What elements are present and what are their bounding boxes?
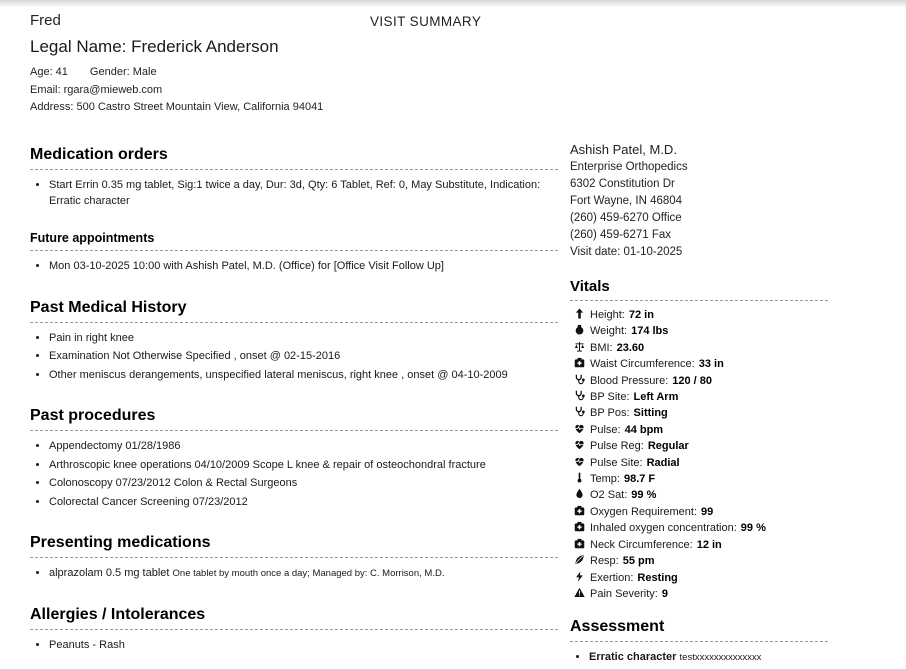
medkit-icon (574, 357, 587, 373)
summary-left-column (30, 146, 558, 656)
provider-address-line2: Fort Wayne, IN 46804 (570, 195, 683, 207)
thermometer-icon (574, 472, 587, 488)
vital-row: Temp: 98.7 F (574, 472, 828, 488)
patient-address: Address: 500 Castro Street Mountain View, California 94041 (30, 101, 324, 113)
section-item-list (30, 259, 558, 275)
list-item: • Appendectomy 01/28/1986 (49, 439, 558, 455)
heart-icon (574, 423, 587, 439)
page-title: VISIT SUMMARY (370, 14, 482, 29)
page-top-edge (0, 0, 906, 8)
vital-row: BMI: 23.60 (574, 341, 828, 357)
patient-email: Email: rgara@mieweb.com (30, 83, 163, 96)
vital-row: Height: 72 in (574, 308, 828, 324)
list-item: • Colonoscopy 07/23/2012 Colon & Rectal Surgeons (49, 476, 558, 492)
section-heading: Presenting medications (30, 534, 558, 558)
visit-date: Visit date: 01-10-2025 (570, 246, 683, 258)
vital-row: Resp: 55 pm (574, 554, 828, 570)
vital-row: O2 Sat: 99 % (574, 488, 828, 504)
medkit-icon (574, 521, 587, 537)
section-past-medical-history (30, 299, 558, 384)
section-future-appointments (30, 231, 558, 275)
list-item: • Start Errin 0.35 mg tablet, Sig:1 twice a day, Dur: 3d, Qty: 6 Tablet, Ref: 0, May Substitute, Indication: Erratic character (49, 178, 558, 209)
section-heading: Past procedures (30, 407, 558, 431)
vital-row: Neck Circumference: 12 in (574, 538, 828, 554)
patient-age: Age: 41 (30, 66, 68, 78)
vital-row: Pulse Reg: Regular (574, 439, 828, 455)
medkit-icon (574, 538, 587, 554)
age-gender-row (30, 64, 876, 82)
provider-phone-fax: (260) 459-6271 Fax (570, 229, 672, 241)
section-item-list (30, 566, 558, 582)
document-header (30, 12, 876, 117)
patient-display-name: Fred (30, 12, 61, 29)
patient-legal-name: Legal Name: Frederick Anderson (30, 37, 279, 56)
heart-icon (574, 439, 587, 455)
leaf-icon (574, 554, 587, 570)
section-heading: Allergies / Intolerances (30, 606, 558, 630)
list-item: • alprazolam 0.5 mg tablet One tablet by mouth once a day; Managed by: C. Morrison, M.D. (49, 566, 558, 582)
vital-row: Oxygen Requirement: 99 (574, 505, 828, 521)
bolt-icon (574, 571, 587, 587)
weight-icon (574, 324, 587, 340)
stethoscope-icon (574, 406, 587, 422)
section-item-list (30, 638, 558, 654)
height-icon (574, 308, 587, 324)
section-item-list (30, 439, 558, 510)
list-item: • Arthroscopic knee operations 04/10/2009 Scope L knee & repair of osteochondral fracture (49, 458, 558, 474)
section-heading: Future appointments (30, 231, 558, 251)
section-heading: Medication orders (30, 146, 558, 170)
droplet-icon (574, 488, 587, 504)
section-medication-orders (30, 146, 558, 209)
provider-name: Ashish Patel, M.D. (570, 142, 677, 157)
vital-row: Waist Circumference: 33 in (574, 357, 828, 373)
section-item-list (30, 178, 558, 209)
section-assessment (570, 618, 828, 666)
section-allergies-intolerances (30, 606, 558, 654)
medkit-icon (574, 505, 587, 521)
list-item: • Peanuts - Rash (49, 638, 558, 654)
section-item-list (30, 331, 558, 384)
patient-gender: Gender: Male (89, 66, 157, 78)
vital-row: Exertion: Resting (574, 571, 828, 587)
section-vitals (570, 278, 828, 603)
list-item: • Pain in right knee (49, 331, 558, 347)
provider-address-line1: 6302 Constitution Dr (570, 178, 675, 190)
warning-icon (574, 587, 587, 603)
section-item-list (570, 650, 828, 666)
section-past-procedures (30, 407, 558, 510)
section-heading: Assessment (570, 618, 828, 642)
section-heading: Past Medical History (30, 299, 558, 323)
vital-row: Pulse: 44 bpm (574, 423, 828, 439)
scale-icon (574, 341, 587, 357)
heart-icon (574, 456, 587, 472)
vital-row: BP Pos: Sitting (574, 406, 828, 422)
vital-row: Weight: 174 lbs (574, 324, 828, 340)
section-heading: Vitals (570, 278, 828, 301)
vital-row: BP Site: Left Arm (574, 390, 828, 406)
list-item: • Examination Not Otherwise Specified , onset @ 02-15-2016 (49, 349, 558, 365)
vital-row: Pain Severity: 9 (574, 587, 828, 603)
section-presenting-medications (30, 534, 558, 582)
vital-row: Inhaled oxygen concentration: 99 % (574, 521, 828, 537)
provider-block (570, 140, 828, 261)
provider-practice: Enterprise Orthopedics (570, 161, 688, 173)
list-item: • Erratic character testxxxxxxxxxxxxxx (589, 650, 828, 666)
vital-row: Blood Pressure: 120 / 80 (574, 374, 828, 390)
patient-demographics (30, 64, 876, 117)
stethoscope-icon (574, 390, 587, 406)
list-item: • Colorectal Cancer Screening 07/23/2012 (49, 495, 558, 511)
provider-phone-office: (260) 459-6270 Office (570, 212, 682, 224)
summary-right-column (570, 140, 828, 669)
vital-row: Pulse Site: Radial (574, 456, 828, 472)
vitals-rows (570, 301, 828, 603)
stethoscope-icon (574, 374, 587, 390)
list-item: • Mon 03-10-2025 10:00 with Ashish Patel, M.D. (Office) for [Office Visit Follow Up] (49, 259, 558, 275)
list-item: • Other meniscus derangements, unspecified lateral meniscus, right knee , onset @ 04-10-2009 (49, 368, 558, 384)
